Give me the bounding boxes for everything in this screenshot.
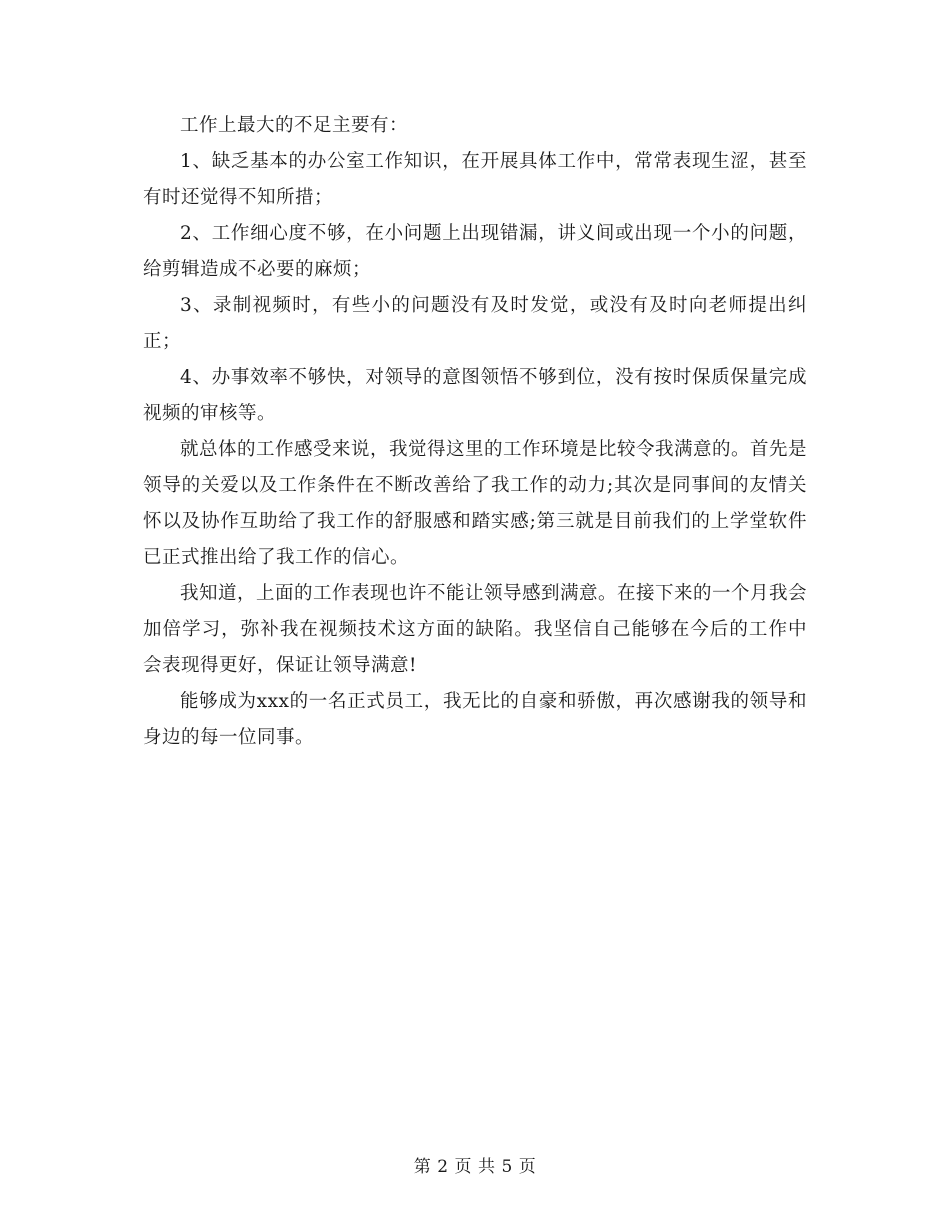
footer-middle: 页 共: [454, 1157, 496, 1177]
paragraph-thanks: 能够成为xxx的一名正式员工，我无比的自豪和骄傲，再次感谢我的领导和身边的每一位同事。: [143, 691, 807, 748]
footer-total-pages: 5: [501, 1157, 513, 1177]
paragraph-item-3: 3、录制视频时，有些小的问题没有及时发觉，或没有及时向老师提出纠正；: [143, 295, 807, 352]
footer-suffix: 页: [518, 1157, 537, 1177]
paragraph-intro: 工作上最大的不足主要有：: [180, 115, 409, 136]
paragraph-item-4: 4、办事效率不够快，对领导的意图领悟不够到位，没有按时保质保量完成视频的审核等。: [143, 367, 807, 424]
paragraph-feelings: 就总体的工作感受来说，我觉得这里的工作环境是比较令我满意的。首先是领导的关爱以及工作条件在不断改善给了我工作的动力;其次是同事间的友情关怀以及协作互助给了我工作的舒服感和踏实感;第三就是目前我们的上学堂软件已正式推出给了我工作的信心。: [143, 439, 808, 568]
paragraph-item-1: 1、缺乏基本的办公室工作知识，在开展具体工作中，常常表现生涩，甚至有时还觉得不知所措；: [143, 151, 807, 208]
paragraph-plan: 我知道，上面的工作表现也许不能让领导感到满意。在接下来的一个月我会加倍学习，弥补我在视频技术这方面的缺陷。我坚信自己能够在今后的工作中会表现得更好，保证让领导满意!: [143, 583, 808, 676]
document-body: [143, 108, 807, 756]
footer-current-page: 2: [437, 1157, 449, 1177]
footer-prefix: 第: [413, 1157, 432, 1177]
paragraph-item-2: 2、工作细心度不够，在小问题上出现错漏，讲义间或出现一个小的问题，给剪辑造成不必要的麻烦；: [143, 223, 807, 280]
page-number-footer: [0, 1152, 950, 1177]
